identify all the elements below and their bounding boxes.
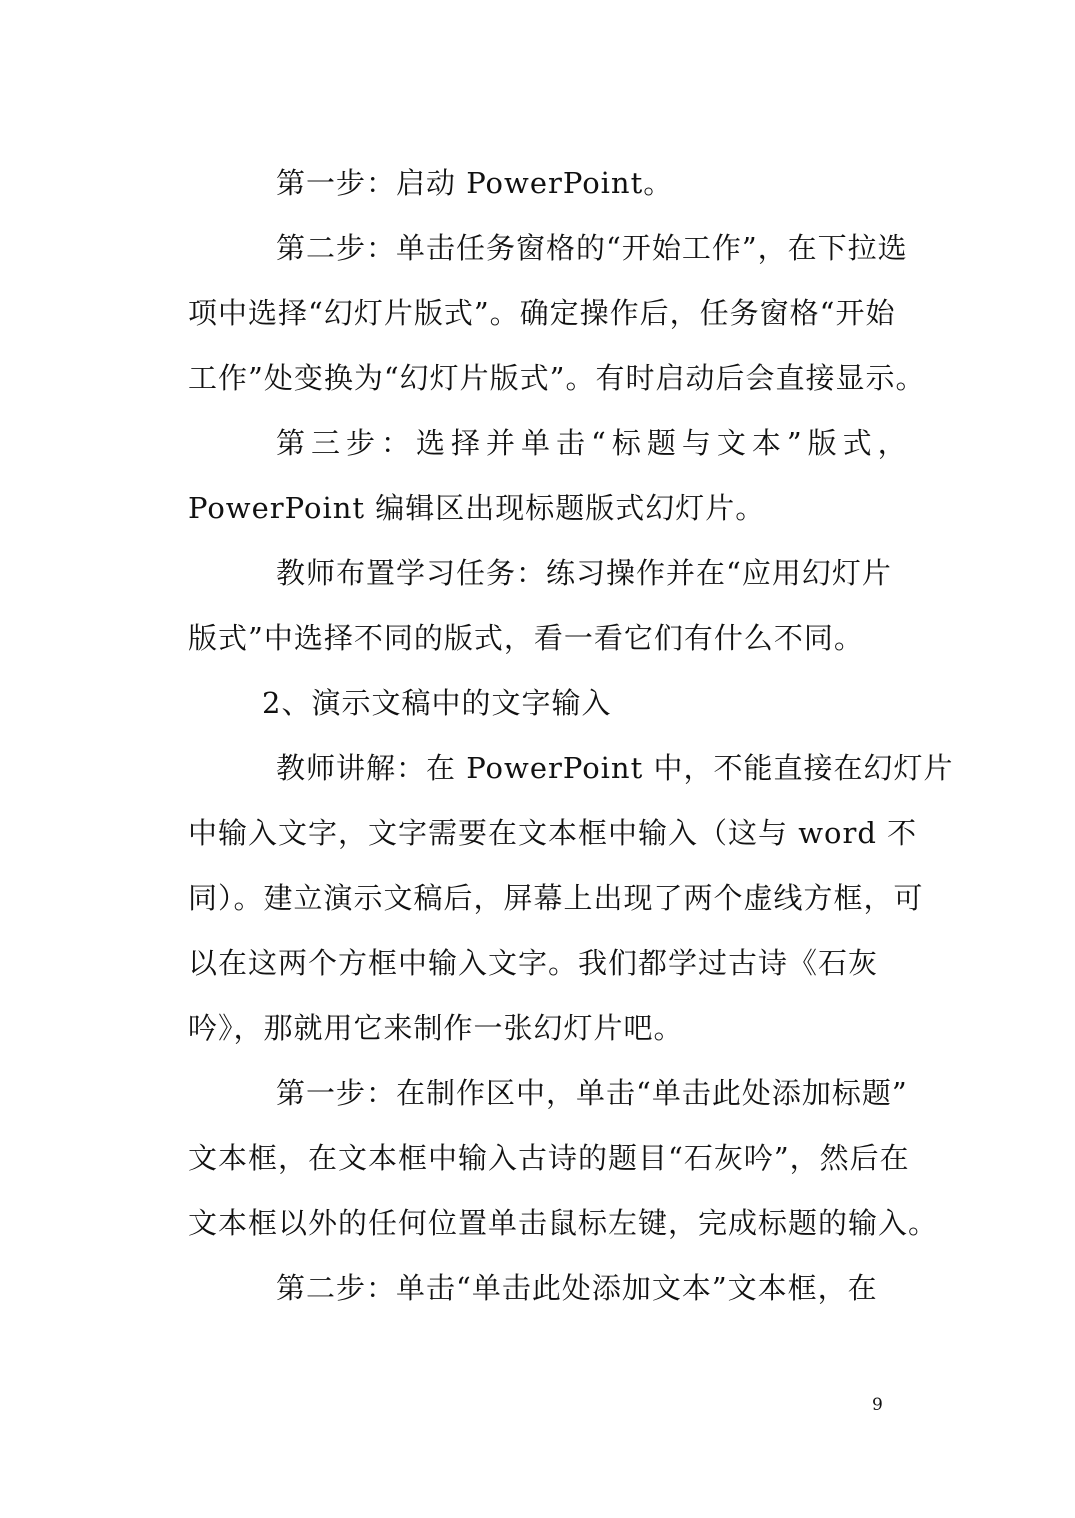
paragraph-line: 第二步：单击“单击此处添加文本”文本框，在 bbox=[276, 1271, 878, 1305]
paragraph-line: 项中选择“幻灯片版式”。确定操作后，任务窗格“开始 bbox=[188, 296, 896, 330]
section-heading: 2、演示文稿中的文字输入 bbox=[262, 686, 612, 720]
paragraph-line: 第一步：启动 PowerPoint。 bbox=[276, 166, 674, 200]
paragraph-line: 中输入文字，文字需要在文本框中输入（这与 word 不 bbox=[188, 816, 918, 850]
page-number: 9 bbox=[872, 1395, 883, 1415]
paragraph-line: 工作”处变换为“幻灯片版式”。有时启动后会直接显示。 bbox=[188, 361, 926, 395]
paragraph-line: 文本框以外的任何位置单击鼠标左键，完成标题的输入。 bbox=[188, 1206, 939, 1240]
paragraph-line: 教师讲解：在 PowerPoint 中，不能直接在幻灯片 bbox=[276, 751, 954, 785]
paragraph-line: 同）。建立演示文稿后，屏幕上出现了两个虚线方框，可 bbox=[188, 881, 924, 915]
paragraph-line: 文本框，在文本框中输入古诗的题目“石灰吟”，然后在 bbox=[188, 1141, 910, 1175]
paragraph-line: 版式”中选择不同的版式，看一看它们有什么不同。 bbox=[188, 621, 864, 655]
paragraph-line: 教师布置学习任务：练习操作并在“应用幻灯片 bbox=[276, 556, 892, 590]
paragraph-line: PowerPoint 编辑区出现标题版式幻灯片。 bbox=[188, 491, 766, 525]
paragraph-line: 第一步：在制作区中，单击“单击此处添加标题” bbox=[276, 1076, 908, 1110]
paragraph-line: 第二步：单击任务窗格的“开始工作”，在下拉选 bbox=[276, 231, 908, 265]
paragraph-line: 以在这两个方框中输入文字。我们都学过古诗《石灰 bbox=[188, 946, 879, 980]
paragraph-line: 吟》，那就用它来制作一张幻灯片吧。 bbox=[188, 1011, 684, 1045]
paragraph-line: 第三步：选择并单击“标题与文本”版式， bbox=[276, 426, 913, 460]
